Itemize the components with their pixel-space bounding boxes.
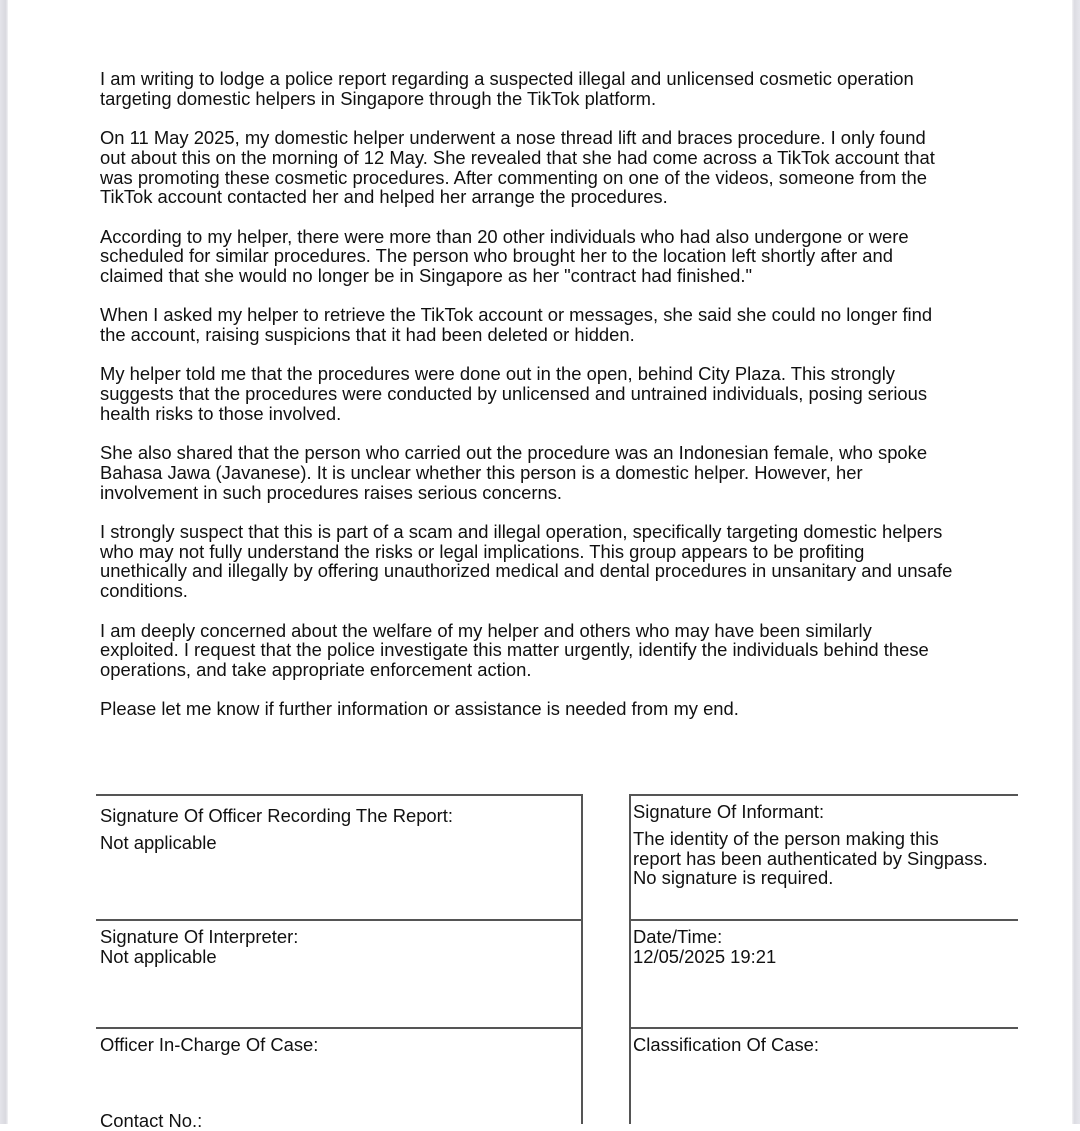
date-time-cell bbox=[633, 927, 776, 966]
interpreter-signature-cell bbox=[100, 927, 298, 966]
report-paragraph bbox=[100, 227, 1030, 286]
report-paragraph bbox=[100, 128, 1030, 207]
text-line: Bahasa Jawa (Javanese). It is unclear whether this person is a domestic helper. However, her bbox=[100, 461, 863, 483]
page-edge-left bbox=[0, 0, 8, 1124]
informant-signature-cell bbox=[633, 802, 988, 888]
text-line: TikTok account contacted her and helped her arrange the procedures. bbox=[100, 186, 668, 208]
officer-signature-cell bbox=[100, 802, 453, 856]
table-rule bbox=[629, 919, 1018, 921]
text-line: operations, and take appropriate enforcement action. bbox=[100, 658, 532, 680]
text-line: My helper told me that the procedures were done out in the open, behind City Plaza. This strongly bbox=[100, 363, 895, 385]
text-line: was promoting these cosmetic procedures. After commenting on one of the videos, someone from the bbox=[100, 166, 927, 188]
officer-in-charge-cell bbox=[100, 1035, 318, 1055]
text-line: I am writing to lodge a police report regarding a suspected illegal and unlicensed cosmetic operation bbox=[100, 68, 914, 89]
text-line: health risks to those involved. bbox=[100, 402, 342, 424]
text-line: targeting domestic helpers in Singapore through the TikTok platform. bbox=[100, 87, 657, 109]
report-paragraph bbox=[100, 621, 1030, 680]
report-paragraph bbox=[100, 699, 1030, 719]
officer-signature-value: Not applicable bbox=[100, 832, 217, 853]
table-rule bbox=[629, 1027, 1018, 1029]
report-paragraph bbox=[100, 522, 1030, 601]
text-line: the account, raising suspicions that it had been deleted or hidden. bbox=[100, 324, 635, 346]
text-line: conditions. bbox=[100, 580, 188, 602]
report-paragraph bbox=[100, 305, 1030, 344]
text-line: When I asked my helper to retrieve the TikTok account or messages, she said she could no longer find bbox=[100, 304, 933, 326]
informant-signature-value-line: The identity of the person making this bbox=[633, 828, 939, 849]
text-line: who may not fully understand the risks or legal implications. This group appears to be profiting bbox=[100, 540, 865, 562]
classification-label: Classification Of Case: bbox=[633, 1034, 820, 1055]
table-rule bbox=[96, 1027, 582, 1029]
report-paragraph bbox=[100, 364, 1030, 423]
table-divider bbox=[629, 794, 631, 1124]
text-line: I am deeply concerned about the welfare of my helper and others who may have been similarly bbox=[100, 619, 872, 641]
text-line: claimed that she would no longer be in Singapore as her "contract had finished." bbox=[100, 265, 753, 286]
table-rule bbox=[629, 794, 1018, 796]
report-paragraph bbox=[100, 443, 1030, 502]
table-rule bbox=[96, 794, 582, 796]
officer-in-charge-label: Officer In-Charge Of Case: bbox=[100, 1034, 319, 1055]
informant-signature-value-line: report has been authenticated by Singpass. bbox=[633, 847, 988, 869]
text-line: suggests that the procedures were conducted by unlicensed and untrained individuals, posing serious bbox=[100, 383, 928, 405]
text-line: I strongly suspect that this is part of a scam and illegal operation, specifically targeting domestic helpers bbox=[100, 521, 943, 543]
text-line: Please let me know if further information or assistance is needed from my end. bbox=[100, 698, 739, 720]
text-line: She also shared that the person who carried out the procedure was an Indonesian female, who spoke bbox=[100, 442, 928, 464]
text-line: out about this on the morning of 12 May. She revealed that she had come across a TikTok account that bbox=[100, 146, 935, 168]
classification-cell bbox=[633, 1035, 819, 1055]
date-time-value: 12/05/2025 19:21 bbox=[633, 945, 777, 967]
informant-signature-value-line: No signature is required. bbox=[633, 867, 834, 889]
contact-no-label: Contact No.: bbox=[100, 1110, 203, 1131]
text-line: On 11 May 2025, my domestic helper underwent a nose thread lift and braces procedure. I only found bbox=[100, 127, 926, 149]
contact-no-cell bbox=[100, 1111, 202, 1131]
interpreter-signature-value: Not applicable bbox=[100, 945, 217, 967]
text-line: scheduled for similar procedures. The person who brought her to the location left shortly after and bbox=[100, 245, 893, 267]
text-line: exploited. I request that the police investigate this matter urgently, identify the individuals behind these bbox=[100, 639, 929, 661]
text-line: unethically and illegally by offering unauthorized medical and dental procedures in unsanitary and unsafe bbox=[100, 560, 953, 582]
table-divider bbox=[581, 794, 583, 1124]
informant-signature-label: Signature Of Informant: bbox=[633, 801, 825, 822]
interpreter-signature-label: Signature Of Interpreter: bbox=[100, 926, 299, 947]
officer-signature-label: Signature Of Officer Recording The Report: bbox=[100, 805, 454, 826]
report-body bbox=[100, 69, 1030, 739]
date-time-label: Date/Time: bbox=[633, 926, 723, 947]
report-paragraph bbox=[100, 69, 1030, 108]
text-line: involvement in such procedures raises serious concerns. bbox=[100, 481, 563, 503]
table-rule bbox=[96, 919, 582, 921]
page-edge-right bbox=[1072, 0, 1080, 1124]
text-line: According to my helper, there were more than 20 other individuals who had also undergone or were bbox=[100, 225, 909, 247]
